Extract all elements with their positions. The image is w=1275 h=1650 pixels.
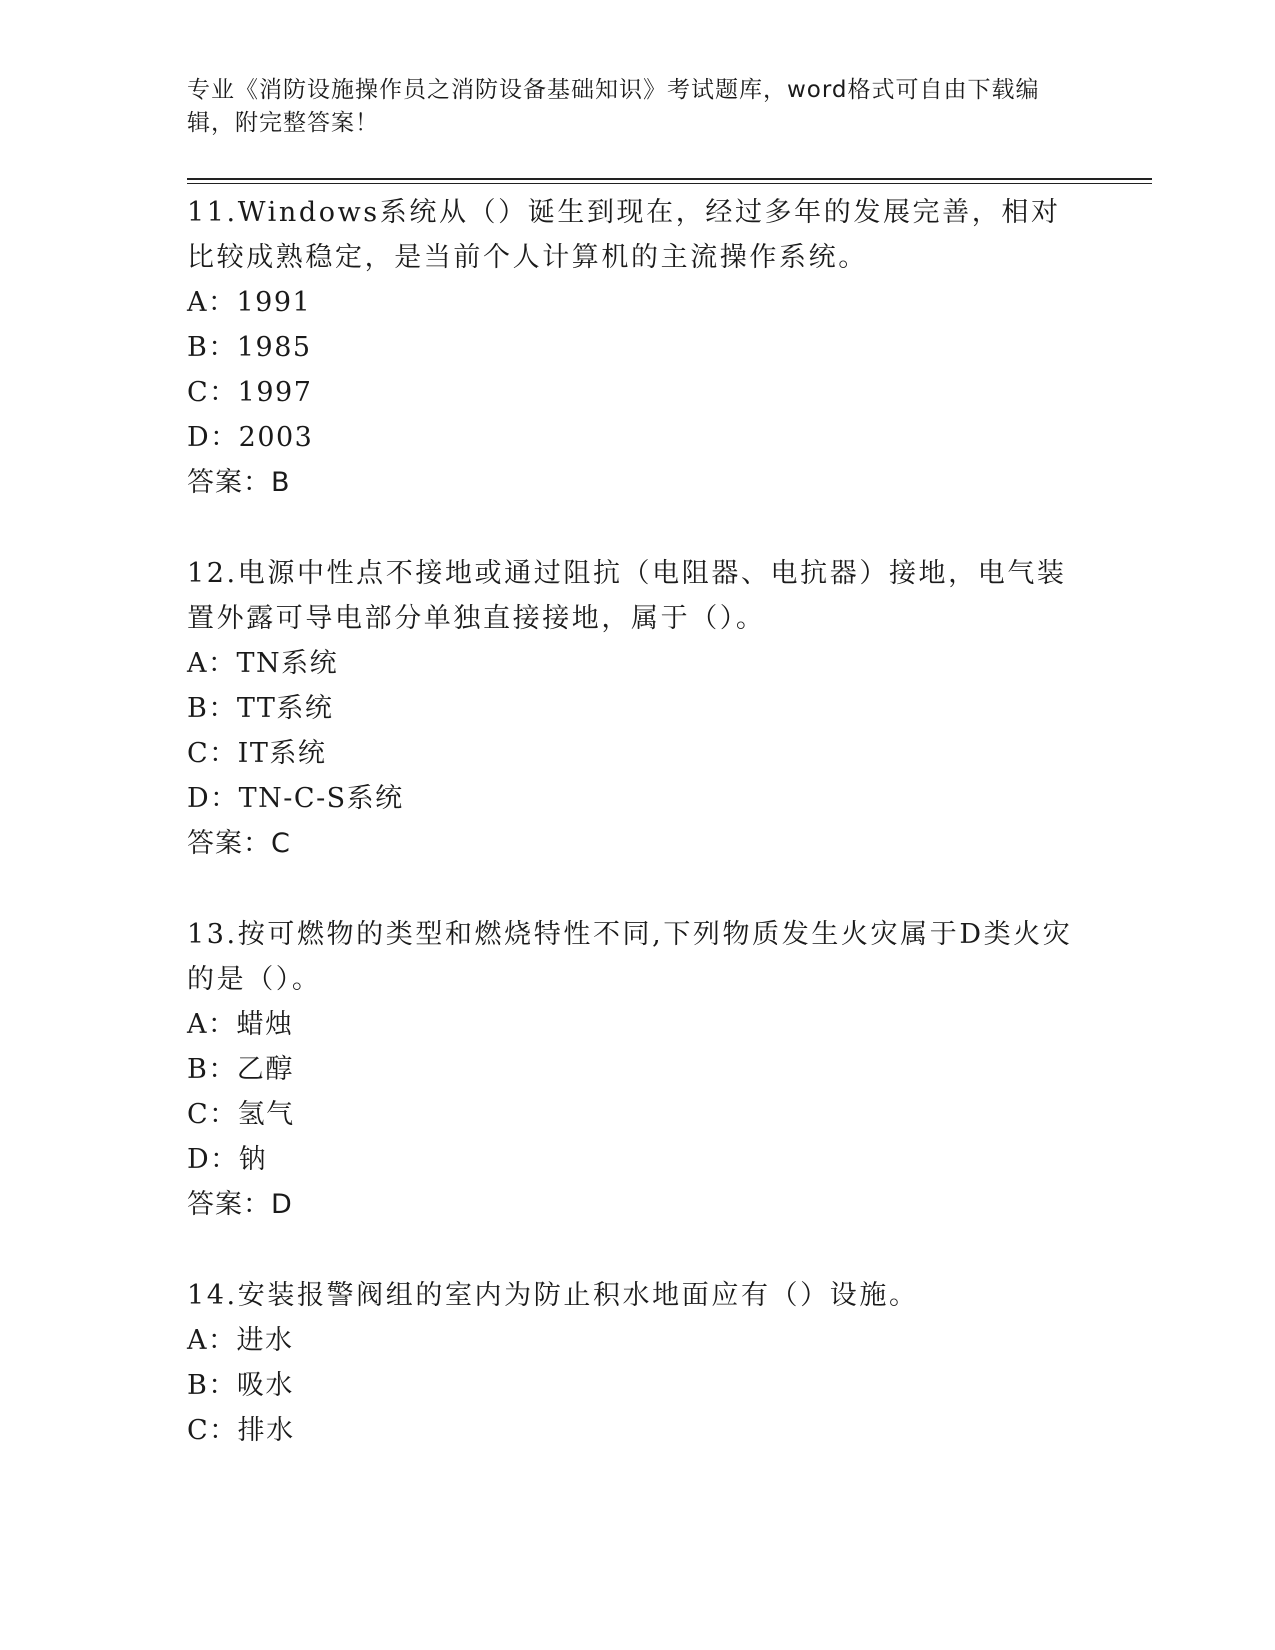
header-divider-thin <box>187 183 1152 184</box>
answer-line: 答案：D <box>187 1189 293 1220</box>
question-14 <box>187 1273 1087 1453</box>
question-12 <box>187 551 1087 866</box>
question-stem: 14.安装报警阀组的室内为防止积水地面应有（）设施。 <box>187 1280 919 1311</box>
question-stem: 12.电源中性点不接地或通过阻抗（电阻器、电抗器）接地，电气装置外露可导电部分单独直接接地，属于（）。 <box>187 558 1067 634</box>
header-divider-thick <box>187 178 1152 180</box>
option-a: A：进水 <box>187 1325 294 1356</box>
option-b: B：乙醇 <box>187 1054 294 1085</box>
question-stem: 13.按可燃物的类型和燃烧特性不同,下列物质发生火灾属于D类火灾的是（）。 <box>187 919 1073 995</box>
answer-line: 答案：C <box>187 828 291 859</box>
option-c: C：排水 <box>187 1415 295 1446</box>
option-a: A：蜡烛 <box>187 1009 294 1040</box>
option-d: D：TN-C-S系统 <box>187 783 404 814</box>
question-13 <box>187 912 1087 1227</box>
option-d: D：钠 <box>187 1144 268 1175</box>
option-b: B：吸水 <box>187 1370 294 1401</box>
option-a: A：1991 <box>187 287 312 318</box>
question-stem: 11.Windows系统从（）诞生到现在，经过多年的发展完善，相对比较成熟稳定，是当前个人计算机的主流操作系统。 <box>187 197 1061 273</box>
question-list <box>187 190 1087 1499</box>
option-b: B：1985 <box>187 332 312 363</box>
option-b: B：TT系统 <box>187 693 334 724</box>
option-d: D：2003 <box>187 422 314 453</box>
question-11 <box>187 190 1087 505</box>
option-c: C：氢气 <box>187 1099 295 1130</box>
answer-line: 答案：B <box>187 467 291 498</box>
option-c: C：1997 <box>187 377 313 408</box>
option-a: A：TN系统 <box>187 648 339 679</box>
option-c: C：IT系统 <box>187 738 327 769</box>
document-header: 专业《消防设施操作员之消防设备基础知识》考试题库，word格式可自由下载编辑，附完整答案！ <box>187 77 1040 136</box>
